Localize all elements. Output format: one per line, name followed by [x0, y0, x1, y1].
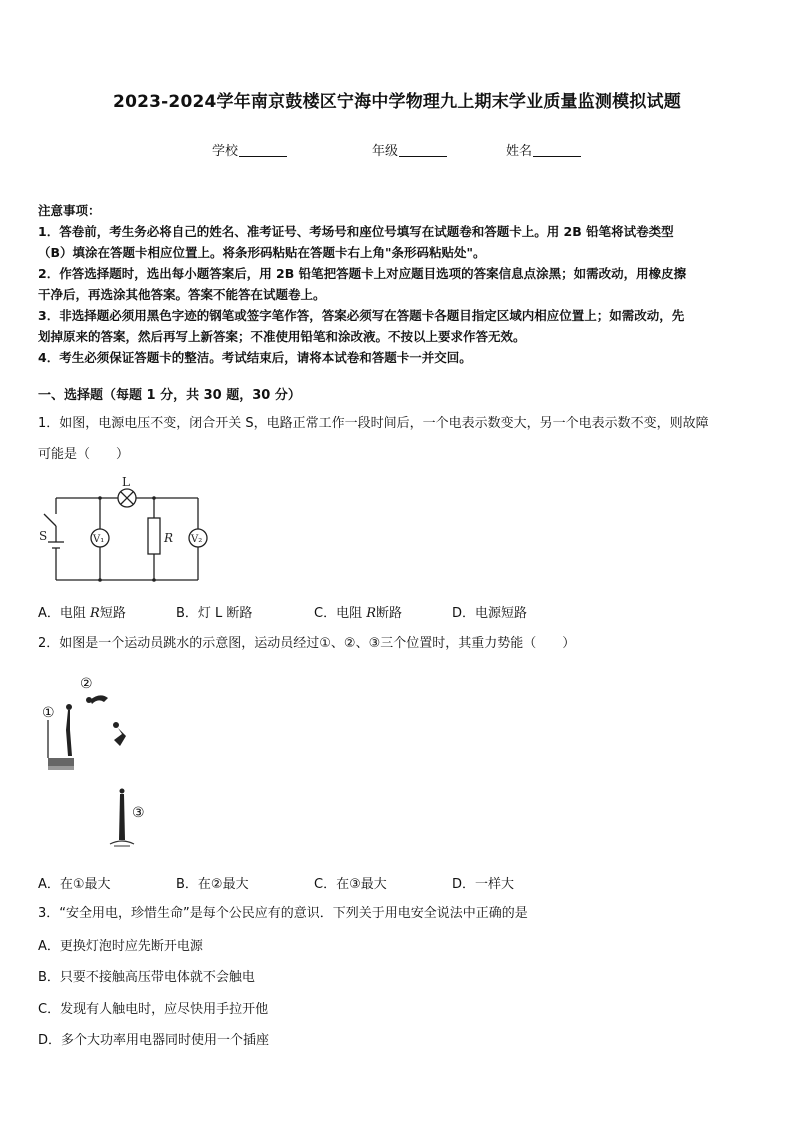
- question-3-text: 3．“安全用电，珍惜生命”是每个公民应有的意识．下列关于用电安全说法中正确的是: [38, 906, 528, 921]
- q3-option-c[interactable]: C．发现有人触电时，应尽快用手拉开他: [38, 1002, 269, 1017]
- notice-line: 2．作答选择题时，选出每小题答案后，用 2B 铅笔把答题卡上对应题目选项的答案信息点涂黑；如需改动，用橡皮擦: [38, 266, 687, 281]
- q2-option-b[interactable]: B．在②最大: [176, 877, 249, 892]
- diver-position-2: [90, 695, 108, 704]
- marker-1: ①: [42, 705, 55, 721]
- section-heading: [38, 386, 758, 406]
- grade-label: 年级: [372, 144, 399, 159]
- q1-option-b[interactable]: B．灯 L 断路: [176, 606, 253, 621]
- question-1-line2: 可能是（ ）: [38, 447, 130, 462]
- q1-option-c-text-end: 断路: [376, 606, 403, 621]
- school-field[interactable]: [212, 140, 287, 159]
- school-label: 学校: [212, 144, 239, 159]
- notice-block: [38, 200, 758, 368]
- diver-diagram: [40, 670, 170, 855]
- name-blank[interactable]: [533, 143, 581, 157]
- diver-midair: [114, 728, 126, 746]
- q1-option-c[interactable]: [314, 602, 402, 621]
- notice-line: 3．非选择题必须用黑色字迹的钢笔或签字笔作答，答案必须写在答题卡各题目指定区域内相应位置上；如需改动，先: [38, 308, 685, 323]
- q1-option-c-var: R: [366, 606, 377, 621]
- question-1-line1: 1．如图，电源电压不变，闭合开关 S，电路正常工作一段时间后，一个电表示数变大，另一个电表示数不变，则故障: [38, 416, 709, 431]
- section-heading-rest: （每题 1 分，共 30 题，30 分）: [103, 388, 301, 403]
- voltmeter-2-label: V₂: [191, 534, 203, 545]
- page-title: 2023-2024学年南京鼓楼区宁海中学物理九上期末学业质量监测模拟试题: [113, 92, 681, 112]
- grade-field[interactable]: [372, 140, 447, 159]
- q3-option-b[interactable]: B．只要不接触高压带电体就不会触电: [38, 970, 255, 985]
- marker-3: ③: [132, 805, 145, 821]
- name-label: 姓名: [506, 144, 533, 159]
- q1-option-c-text: C．电阻: [314, 606, 367, 621]
- voltmeter-1-label: V₁: [93, 534, 105, 545]
- q1-option-a-var: R: [90, 606, 100, 621]
- diver-position-1: [66, 710, 72, 756]
- school-blank[interactable]: [239, 143, 287, 157]
- name-field[interactable]: [506, 140, 581, 159]
- q1-option-a[interactable]: [38, 602, 126, 621]
- notice-line: 划掉原来的答案，然后再写上新答案；不准使用铅笔和涂改液。不按以上要求作答无效。: [38, 329, 526, 344]
- resistor-label: R: [164, 531, 174, 545]
- question-2-text: 2．如图是一个运动员跳水的示意图，运动员经过①、②、③三个位置时，其重力势能（ ）: [38, 636, 576, 651]
- q1-option-a-text-end: 短路: [99, 606, 126, 621]
- question-1-text: [38, 414, 758, 465]
- notice-line: 4．考生必须保证答题卡的整洁。考试结束后，请将本试卷和答题卡一并交回。: [38, 350, 472, 365]
- q3-option-a[interactable]: A．更换灯泡时应先断开电源: [38, 939, 203, 954]
- q2-option-a[interactable]: A．在①最大: [38, 877, 111, 892]
- notice-line: 1．答卷前，考生务必将自己的姓名、准考证号、考场号和座位号填写在试题卷和答题卡上。用 2B 铅笔将试卷类型: [38, 224, 674, 239]
- q1-option-a-text: A．电阻: [38, 606, 91, 621]
- q1-option-d[interactable]: D．电源短路: [452, 606, 528, 621]
- switch-label: S: [39, 529, 48, 543]
- q2-option-d[interactable]: D．一样大: [452, 877, 515, 892]
- notice-heading: 注意事项：: [38, 203, 101, 218]
- marker-2: ②: [80, 676, 93, 692]
- section-heading-bold: 一、选择题: [38, 388, 104, 403]
- lamp-label: L: [122, 475, 130, 489]
- notice-line: 干净后，再选涂其他答案。答案不能答在试题卷上。: [38, 287, 326, 302]
- grade-blank[interactable]: [399, 143, 447, 157]
- circuit-diagram: [36, 474, 216, 586]
- diver-position-3: [119, 794, 125, 840]
- q2-option-c[interactable]: C．在③最大: [314, 877, 387, 892]
- notice-line: （B）填涂在答题卡相应位置上。将条形码粘贴在答题卡右上角"条形码粘贴处"。: [38, 245, 486, 260]
- q3-option-d[interactable]: D．多个大功率用电器同时使用一个插座: [38, 1033, 270, 1048]
